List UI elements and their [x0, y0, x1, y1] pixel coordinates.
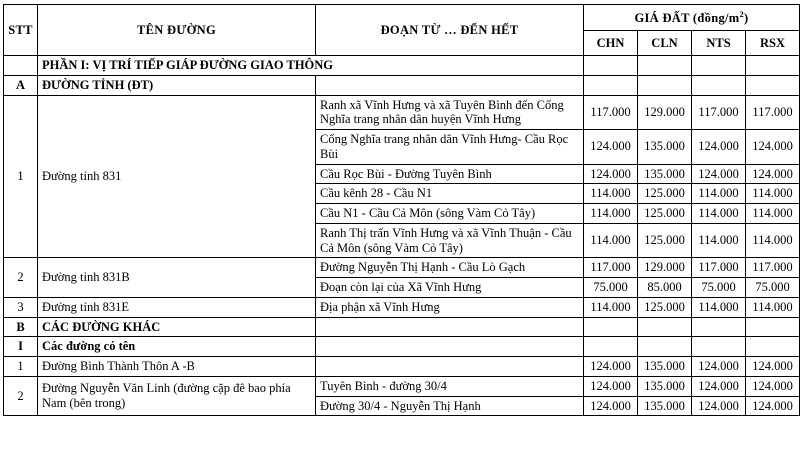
header-price-group [584, 5, 800, 31]
cell-price-nts: 124.000 [692, 357, 746, 377]
cell-price-rsx: 114.000 [746, 184, 800, 204]
cell-price-cln: 135.000 [638, 130, 692, 165]
cell-segment: Tuyên Bình - đường 30/4 [316, 376, 584, 396]
cell-price-rsx: 75.000 [746, 278, 800, 298]
cell-street-name: Đường Nguyễn Văn Linh (đường cặp đê bao phía Nam (bên trong) [38, 376, 316, 416]
cell-price-rsx: 124.000 [746, 164, 800, 184]
cell-street-name: CÁC ĐƯỜNG KHÁC [38, 317, 316, 337]
cell-price-chn: 75.000 [584, 278, 638, 298]
cell-stt: B [4, 317, 38, 337]
cell-price-rsx: 117.000 [746, 95, 800, 130]
cell-segment: Cầu N1 - Cầu Cả Môn (sông Vàm Cỏ Tây) [316, 204, 584, 224]
cell-segment: Cầu kênh 28 - Cầu N1 [316, 184, 584, 204]
cell-price-nts: 124.000 [692, 164, 746, 184]
table-row [4, 317, 800, 337]
cell-street-name: Đường tỉnh 831B [38, 258, 316, 298]
cell-price-rsx [746, 56, 800, 76]
cell-segment: Cầu Rọc Bùi - Đường Tuyên Bình [316, 164, 584, 184]
header-chn: CHN [584, 31, 638, 56]
cell-price-nts [692, 75, 746, 95]
cell-street-name: ĐƯỜNG TỈNH (ĐT) [38, 75, 316, 95]
table-row [4, 337, 800, 357]
cell-stt: 1 [4, 357, 38, 377]
cell-price-chn: 117.000 [584, 95, 638, 130]
cell-price-rsx [746, 317, 800, 337]
table-row [4, 95, 800, 130]
cell-price-cln: 135.000 [638, 164, 692, 184]
cell-street-name: Đường tỉnh 831E [38, 297, 316, 317]
cell-price-rsx [746, 75, 800, 95]
cell-stt: 2 [4, 376, 38, 416]
header-cln: CLN [638, 31, 692, 56]
cell-price-rsx: 114.000 [746, 223, 800, 258]
cell-price-nts: 114.000 [692, 184, 746, 204]
cell-price-nts: 124.000 [692, 376, 746, 396]
cell-price-nts: 75.000 [692, 278, 746, 298]
table-row [4, 376, 800, 396]
cell-price-cln: 135.000 [638, 376, 692, 396]
cell-price-rsx: 114.000 [746, 204, 800, 224]
cell-price-nts: 117.000 [692, 258, 746, 278]
table-row [4, 297, 800, 317]
cell-price-cln: 135.000 [638, 396, 692, 416]
cell-price-chn: 114.000 [584, 297, 638, 317]
cell-price-cln [638, 75, 692, 95]
table-row [4, 357, 800, 377]
cell-price-cln [638, 317, 692, 337]
table-body [4, 56, 800, 416]
cell-price-chn: 124.000 [584, 357, 638, 377]
cell-stt: 1 [4, 95, 38, 258]
cell-price-chn [584, 317, 638, 337]
cell-price-rsx: 124.000 [746, 357, 800, 377]
cell-street-name: Các đường có tên [38, 337, 316, 357]
cell-stt: 3 [4, 297, 38, 317]
header-price-group-sup: 2 [739, 9, 745, 20]
cell-price-chn: 114.000 [584, 204, 638, 224]
cell-price-rsx: 114.000 [746, 297, 800, 317]
cell-price-chn: 114.000 [584, 184, 638, 204]
cell-stt: 2 [4, 258, 38, 298]
cell-price-rsx: 124.000 [746, 396, 800, 416]
cell-stt [4, 56, 38, 76]
cell-price-nts [692, 56, 746, 76]
cell-price-cln: 85.000 [638, 278, 692, 298]
cell-price-cln [638, 56, 692, 76]
cell-price-nts: 114.000 [692, 204, 746, 224]
cell-price-rsx: 117.000 [746, 258, 800, 278]
cell-price-nts: 114.000 [692, 297, 746, 317]
header-street-name: TÊN ĐƯỜNG [38, 5, 316, 56]
header-price-group-tail: ) [744, 11, 749, 26]
cell-price-nts: 117.000 [692, 95, 746, 130]
cell-price-rsx: 124.000 [746, 130, 800, 165]
cell-price-nts: 124.000 [692, 396, 746, 416]
cell-segment [316, 317, 584, 337]
table-row [4, 258, 800, 278]
table-header [4, 5, 800, 56]
cell-price-chn: 124.000 [584, 396, 638, 416]
cell-price-cln: 135.000 [638, 357, 692, 377]
cell-price-cln: 125.000 [638, 184, 692, 204]
cell-price-cln: 125.000 [638, 297, 692, 317]
cell-price-nts: 124.000 [692, 130, 746, 165]
cell-price-cln [638, 337, 692, 357]
cell-price-chn [584, 337, 638, 357]
cell-price-chn: 124.000 [584, 164, 638, 184]
cell-street-name: PHẦN I: VỊ TRÍ TIẾP GIÁP ĐƯỜNG GIAO THÔNG [38, 56, 584, 76]
table-row [4, 56, 800, 76]
cell-segment: Ranh Thị trấn Vĩnh Hưng và xã Vĩnh Thuận - Cầu Cả Môn (sông Vàm Cỏ Tây) [316, 223, 584, 258]
cell-price-chn: 124.000 [584, 130, 638, 165]
cell-stt: A [4, 75, 38, 95]
header-segment: ĐOẠN TỪ … ĐẾN HẾT [316, 5, 584, 56]
table-row [4, 75, 800, 95]
header-nts: NTS [692, 31, 746, 56]
cell-price-chn [584, 56, 638, 76]
cell-price-nts [692, 337, 746, 357]
cell-segment: Địa phận xã Vĩnh Hưng [316, 297, 584, 317]
cell-segment [316, 75, 584, 95]
cell-segment [316, 337, 584, 357]
cell-price-cln: 125.000 [638, 204, 692, 224]
cell-segment: Đường 30/4 - Nguyễn Thị Hạnh [316, 396, 584, 416]
cell-price-cln: 125.000 [638, 223, 692, 258]
cell-price-chn: 117.000 [584, 258, 638, 278]
land-price-table [3, 4, 800, 416]
cell-price-rsx: 124.000 [746, 376, 800, 396]
cell-price-cln: 129.000 [638, 95, 692, 130]
cell-segment: Ranh xã Vĩnh Hưng và xã Tuyên Bình đến Cống Nghĩa trang nhân dân huyện Vĩnh Hưng [316, 95, 584, 130]
header-stt: STT [4, 5, 38, 56]
cell-price-rsx [746, 337, 800, 357]
header-rsx: RSX [746, 31, 800, 56]
cell-segment: Cống Nghĩa trang nhân dân Vĩnh Hưng- Cầu Rọc Bùi [316, 130, 584, 165]
cell-street-name: Đường Bình Thành Thôn A -B [38, 357, 316, 377]
cell-segment: Đường Nguyễn Thị Hạnh - Cầu Lò Gạch [316, 258, 584, 278]
header-price-group-text: GIÁ ĐẤT (đồng/m [634, 11, 740, 26]
cell-price-nts: 114.000 [692, 223, 746, 258]
cell-price-chn: 114.000 [584, 223, 638, 258]
cell-street-name: Đường tỉnh 831 [38, 95, 316, 258]
cell-price-nts [692, 317, 746, 337]
cell-segment [316, 357, 584, 377]
cell-segment: Đoạn còn lại của Xã Vĩnh Hưng [316, 278, 584, 298]
cell-price-cln: 129.000 [638, 258, 692, 278]
cell-price-chn: 124.000 [584, 376, 638, 396]
cell-stt: I [4, 337, 38, 357]
cell-price-chn [584, 75, 638, 95]
